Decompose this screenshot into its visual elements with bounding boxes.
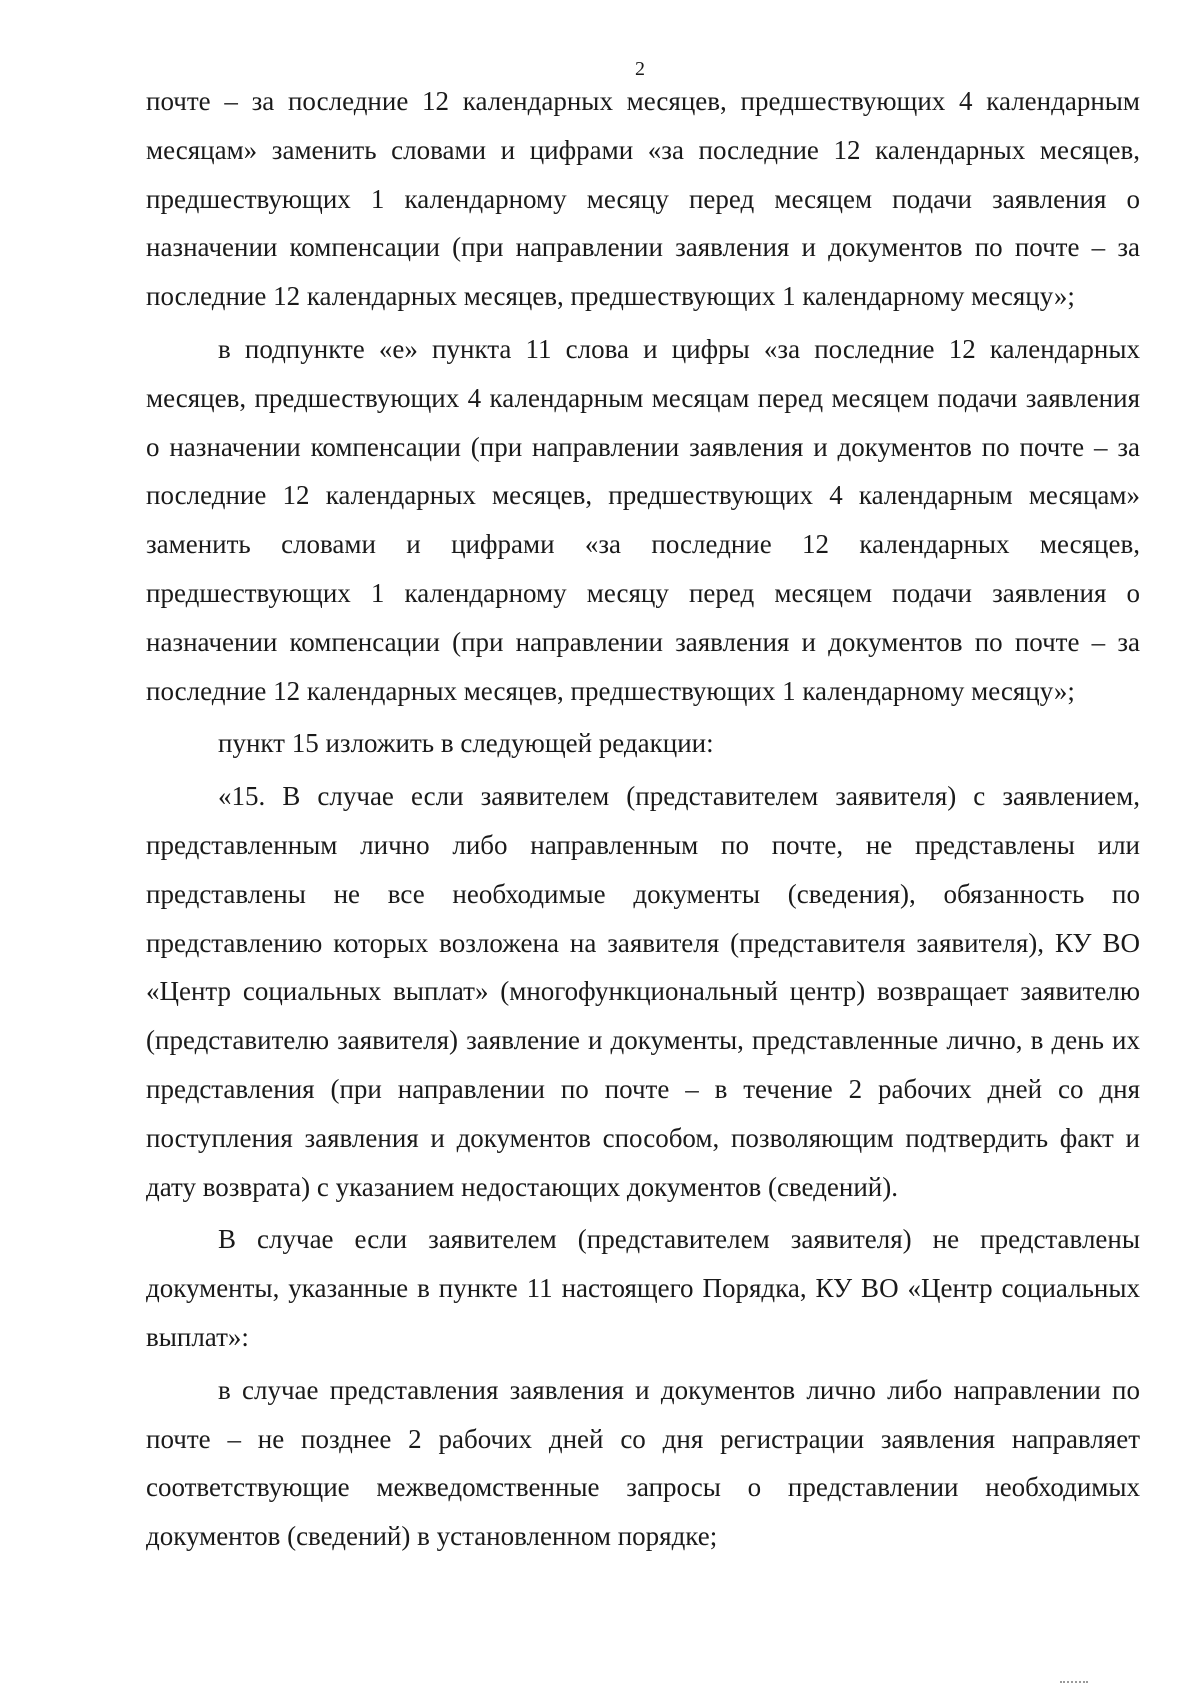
paragraph-continuation: почте – за последние 12 календарных месяцев, предшествующих 4 календарным месяцам» заменить словами и цифрами «за последние 12 календарных месяцев, предшествующих 1 календарному месяцу перед месяцем подачи заявления о назначении компенсации (при направлении заявления и документов по почте – за последние 12 календарных месяцев, предшествующих 1 календарному месяцу»;	[146, 86, 1140, 312]
paragraph-interagency-requests: в случае представления заявления и документов лично либо направлении по почте – не позднее 2 рабочих дней со дня регистрации заявления направляет соответствующие межведомственные запросы о представлении необходимых документов (сведений) в установленном порядке;	[146, 1374, 1140, 1552]
paragraph-point-15-intro: пункт 15 изложить в следующей редакции:	[218, 728, 714, 759]
paragraph-missing-documents: В случае если заявителем (представителем заявителя) не представлены документы, указанные в пункте 11 настоящего Порядка, КУ ВО «Центр социальных выплат»:	[146, 1224, 1140, 1352]
document-body	[146, 77, 1140, 1561]
scan-artifact	[1060, 1681, 1088, 1691]
paragraph-point-15-text: «15. В случае если заявителем (представителем заявителя) с заявлением, представленным лично либо направленным по почте, не представлены или представлены не все необходимые документы (сведения), обязанность по представлению которых возложена на заявителя (представителя заявителя), КУ ВО «Центр социальных выплат» (многофункциональный центр) возвращает заявителю (представителю заявителя) заявление и документы, представленные лично, в день их представления (при направлении по почте – в течение 2 рабочих дней со дня поступления заявления и документов способом, позволяющим подтвердить факт и дату возврата) с указанием недостающих документов (сведений).	[146, 781, 1140, 1202]
paragraph-subpoint-e: в подпункте «е» пункта 11 слова и цифры «за последние 12 календарных месяцев, предшествующих 4 календарным месяцам перед месяцем подачи заявления о назначении компенсации (при направлении заявления и документов по почте – за последние 12 календарных месяцев, предшествующих 4 календарным месяцам» заменить словами и цифрами «за последние 12 календарных месяцев, предшествующих 1 календарному месяцу перед месяцем подачи заявления о назначении компенсации (при направлении заявления и документов по почте – за последние 12 календарных месяцев, предшествующих 1 календарному месяцу»;	[146, 333, 1140, 706]
page-number: 2	[635, 58, 645, 80]
